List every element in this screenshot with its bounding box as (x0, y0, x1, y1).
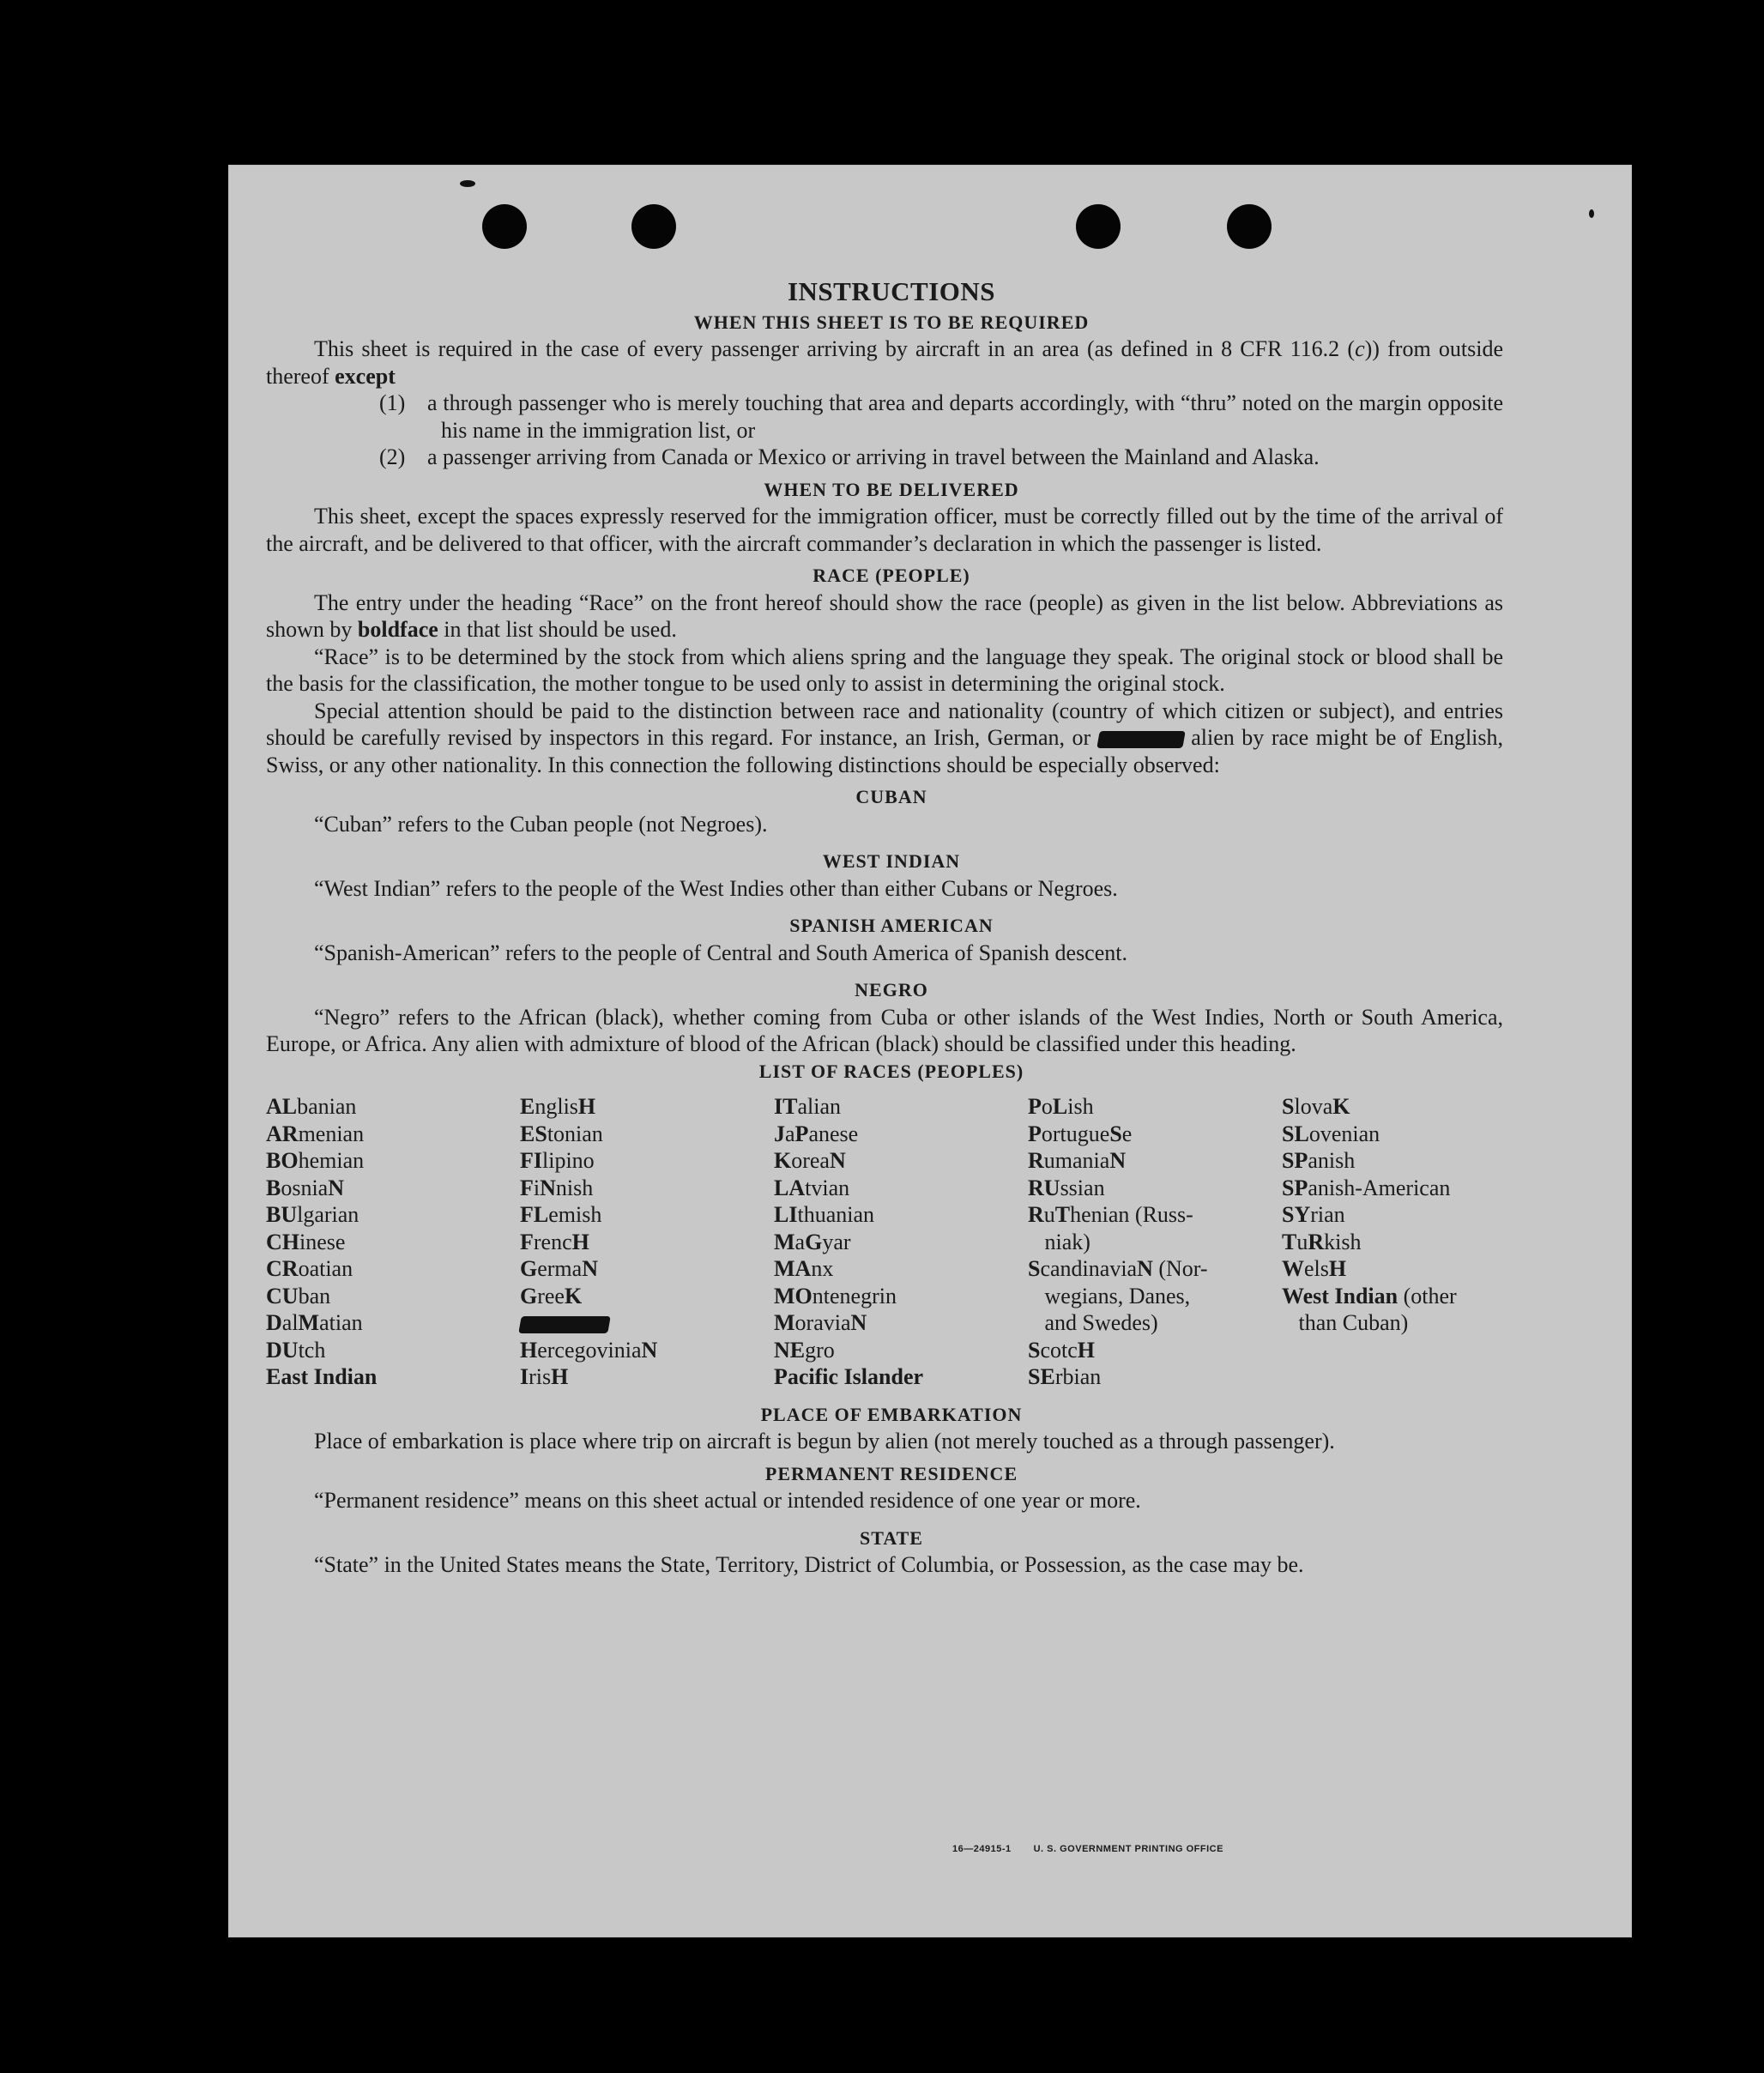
heading-cuban: CUBAN (855, 786, 927, 807)
race-entry: SLovenian (1282, 1121, 1380, 1146)
race-entry: than Cuban) (1282, 1310, 1409, 1335)
race-entry: LIthuanian (774, 1202, 874, 1227)
redaction-mark (1096, 731, 1186, 748)
heading-required: WHEN THIS SHEET IS TO BE REQUIRED (693, 311, 1090, 333)
punch-hole (482, 204, 527, 249)
instructions-body (266, 278, 1503, 1579)
race-entry: DalMatian (266, 1310, 363, 1335)
spanish-american-text: “Spanish-American” refers to the people of Central and South America of Spanish descent. (314, 940, 1127, 965)
race-column (1028, 1093, 1282, 1391)
race-entry: BUlgarian (266, 1202, 359, 1227)
race-column (774, 1093, 1028, 1391)
race-entry: SlovaK (1282, 1094, 1350, 1119)
document-sheet (228, 165, 1632, 1937)
race-entry: ALbanian (266, 1094, 357, 1119)
race-entry: and Swedes) (1028, 1310, 1158, 1335)
race-paragraph-2: “Race” is to be determined by the stock from which aliens spring and the language they speak. The original stock or blood shall be the basis for the classification, the mother tongue to be used only to assist in determining the original stock. (266, 644, 1503, 696)
race-entry: ScandinaviaN (Nor- (1028, 1256, 1208, 1281)
heading-state: STATE (860, 1526, 923, 1549)
race-entry: NEgro (774, 1337, 835, 1363)
race-entry: HercegoviniaN (520, 1337, 658, 1363)
heading-race: RACE (PEOPLE) (813, 565, 970, 586)
race-entry: GermaN (520, 1256, 598, 1281)
race-entry: RumaniaN (1028, 1148, 1127, 1173)
race-entry: FIlipino (520, 1148, 595, 1173)
west-indian-text: “West Indian” refers to the people of the West Indies other than either Cubans or Negroes. (314, 875, 1118, 901)
race-entry: wegians, Danes, (1028, 1283, 1191, 1308)
race-entry: BOhemian (266, 1148, 365, 1173)
printer-name: U. S. GOVERNMENT PRINTING OFFICE (1033, 1844, 1223, 1854)
race-list (266, 1093, 1503, 1391)
race-entry: Pacific Islander (774, 1364, 924, 1389)
race-entry: FLemish (520, 1202, 602, 1227)
race-paragraph-3: Special attention should be paid to the distinction between race and nationality (country of which citizen or subject), and entries should be carefully revised by inspectors in this regard. For instance, an Irish, German, or alien by race might be of English, Swiss, or any other nationality. In this connection the following distinctions should be especially observed: (266, 698, 1504, 777)
race-column (520, 1093, 774, 1391)
punch-hole (1227, 204, 1272, 249)
form-number: 16—24915-1 (952, 1844, 1012, 1854)
race-entry: ARmenian (266, 1121, 365, 1146)
redaction-mark (518, 1316, 611, 1333)
race-entry: ScotcH (1028, 1337, 1096, 1363)
race-entry: East Indian (266, 1364, 378, 1389)
race-paragraph-1: The entry under the heading “Race” on the front hereof should show the race (people) as given in the list below. Abbreviations as shown by boldface in that list should be used. (266, 589, 1503, 642)
heading-embarkation: PLACE OF EMBARKATION (760, 1403, 1023, 1425)
race-entry: West Indian (other (1282, 1283, 1457, 1308)
heading-negro: NEGRO (855, 979, 928, 1000)
race-entry: IrisH (520, 1364, 569, 1389)
exception-item-1: (1) a through passenger who is merely touching that area and departs accordingly, with “thru” noted on the margin opposite his name in the immigration list, or (379, 390, 1503, 443)
race-entry: SPanish (1282, 1148, 1356, 1173)
heading-delivered: WHEN TO BE DELIVERED (764, 478, 1019, 500)
race-entry: CRoatian (266, 1256, 353, 1281)
race-entry: MAnx (774, 1256, 834, 1281)
race-entry: MoraviaN (774, 1310, 867, 1335)
heading-west-indian: WEST INDIAN (822, 850, 961, 872)
race-column (1282, 1093, 1536, 1391)
state-text: “State” in the United States means the State, Territory, District of Columbia, or Possession, as the case may be. (314, 1552, 1304, 1577)
race-entry: RUssian (1028, 1175, 1105, 1200)
heading-residence: PERMANENT RESIDENCE (764, 1462, 1018, 1484)
race-entry: TuRkish (1282, 1229, 1362, 1254)
embarkation-text: Place of embarkation is place where trip on aircraft is begun by alien (not merely touched as a through passenger). (314, 1429, 1335, 1454)
race-entry: EStonian (520, 1121, 603, 1146)
race-entry: CHinese (266, 1229, 346, 1254)
race-entry: FiNnish (520, 1175, 594, 1200)
race-entry (520, 1309, 774, 1337)
race-entry: WelsH (1282, 1256, 1347, 1281)
negro-text: “Negro” refers to the African (black), whether coming from Cuba or other islands of the West Indies, North or South America, Europe, or Africa. Any alien with admixture of blood of the African (black) should be classified under this heading. (266, 1004, 1503, 1056)
page-title: INSTRUCTIONS (787, 276, 995, 306)
race-entry: JaPanese (774, 1121, 859, 1146)
race-entry: SPanish-American (1282, 1175, 1451, 1200)
race-entry: MOntenegrin (774, 1283, 897, 1308)
race-entry: PortugueSe (1028, 1121, 1133, 1146)
race-entry: PoLish (1028, 1094, 1094, 1119)
print-footer (952, 1844, 1246, 1854)
required-intro: This sheet is required in the case of every passenger arriving by aircraft in an area (as defined in 8 CFR 116.2 (c)) from outside thereof except (266, 336, 1503, 389)
punch-hole (631, 204, 676, 249)
residence-text: “Permanent residence” means on this sheet actual or intended residence of one year or more. (314, 1488, 1141, 1513)
race-entry: FrencH (520, 1229, 589, 1254)
exception-item-2: (2) a passenger arriving from Canada or Mexico or arriving in travel between the Mainland and Alaska. (379, 444, 1320, 469)
delivered-text: This sheet, except the spaces expressly reserved for the immigration officer, must be correctly filled out by the time of the arrival of the aircraft, and be delivered to that officer, with the aircraft commander’s declaration in which the passenger is listed. (266, 504, 1503, 556)
race-entry: SYrian (1282, 1202, 1345, 1227)
race-entry: MaGyar (774, 1229, 851, 1254)
race-entry: DUtch (266, 1337, 326, 1363)
race-entry: ITalian (774, 1094, 841, 1119)
race-entry: LAtvian (774, 1175, 850, 1200)
race-entry: EnglisH (520, 1094, 596, 1119)
race-entry: GreeK (520, 1283, 583, 1308)
cuban-text: “Cuban” refers to the Cuban people (not Negroes). (314, 811, 768, 837)
race-entry: SErbian (1028, 1364, 1102, 1389)
ink-speck (460, 180, 475, 187)
race-entry: CUban (266, 1283, 331, 1308)
race-entry: BosniaN (266, 1175, 345, 1200)
race-entry: RuThenian (Russ- (1028, 1202, 1193, 1227)
race-entry: niak) (1028, 1229, 1090, 1254)
ink-speck (1589, 209, 1594, 218)
heading-spanish-american: SPANISH AMERICAN (789, 915, 994, 936)
heading-list-of-races: LIST OF RACES (PEOPLES) (758, 1060, 1024, 1082)
race-entry: KoreaN (774, 1148, 846, 1173)
race-column (266, 1093, 520, 1391)
punch-hole (1076, 204, 1121, 249)
